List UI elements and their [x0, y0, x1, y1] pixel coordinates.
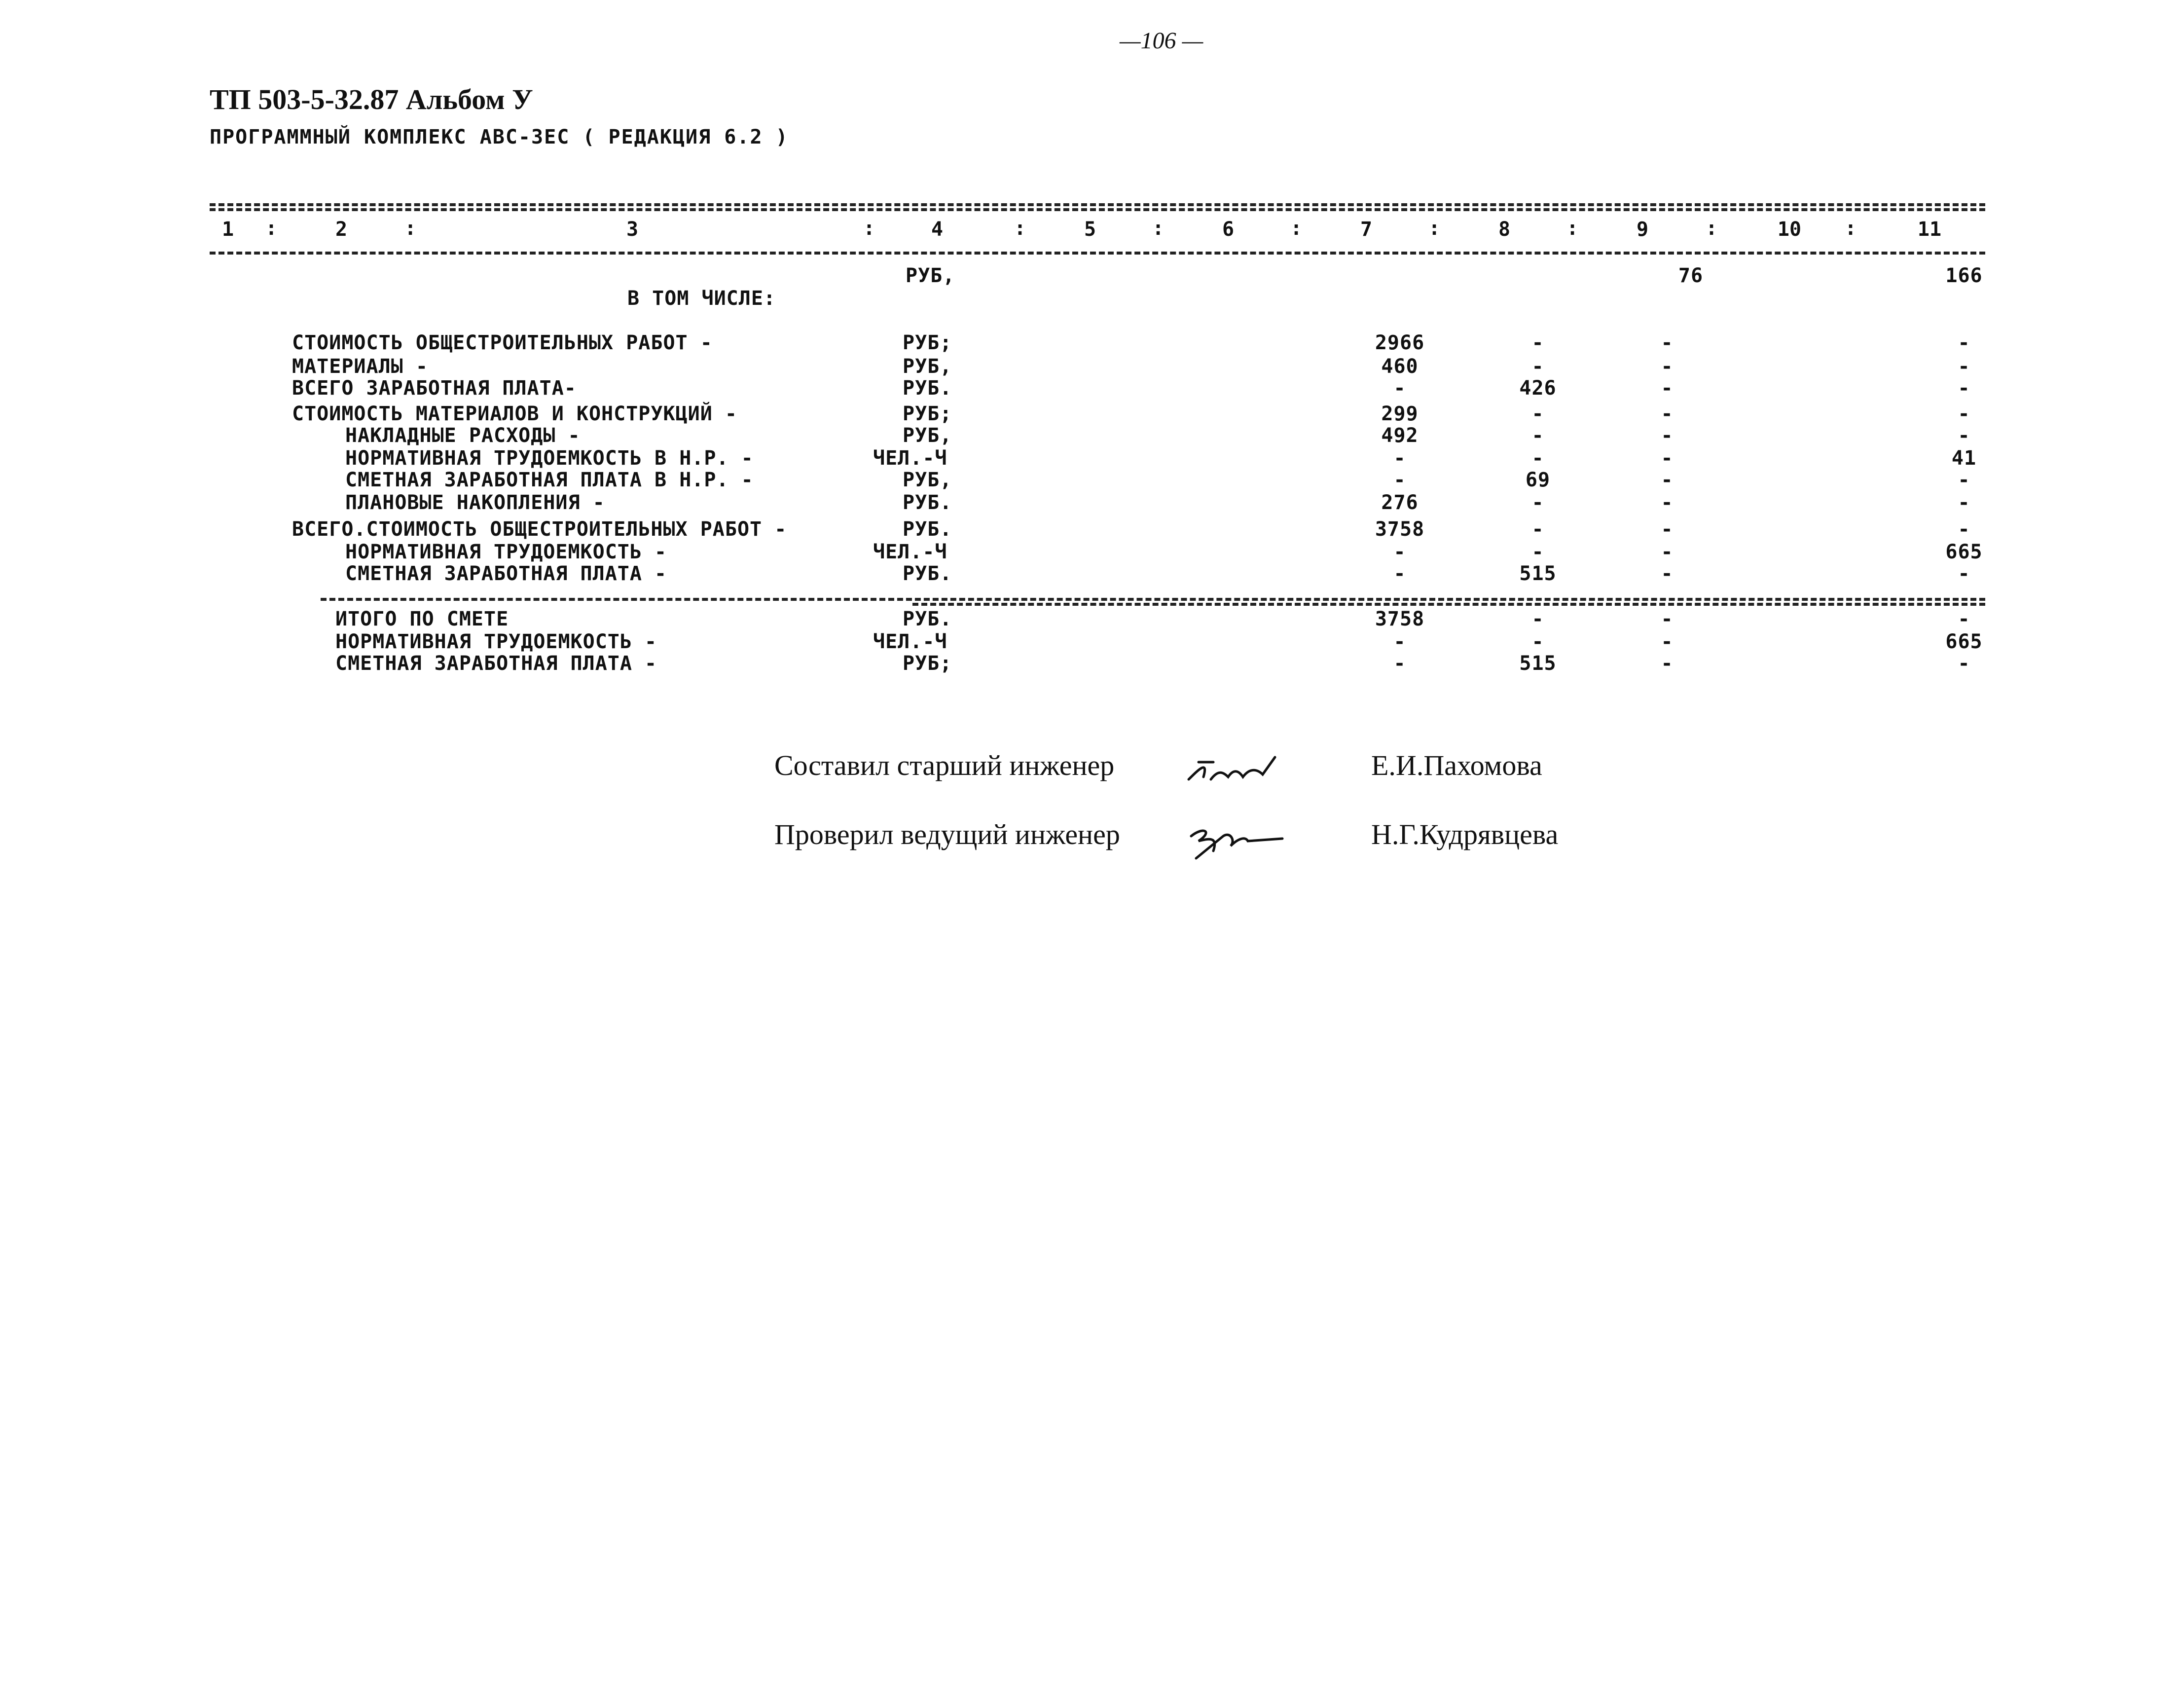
- cell-label: СМЕТНАЯ ЗАРАБОТНАЯ ПЛАТА -: [335, 652, 657, 675]
- cell-label: ПЛАНОВЫЕ НАКОПЛЕНИЯ -: [345, 491, 605, 514]
- cell-unit: ЧЕЛ.-Ч: [873, 630, 947, 653]
- table-top-rule: [210, 203, 1985, 206]
- column-separator: :: [1705, 217, 1718, 240]
- cell-unit: РУБ,: [903, 424, 952, 447]
- cell-col11: -: [1958, 562, 1970, 585]
- cell-col7: -: [1393, 652, 1406, 675]
- cell-col8: 515: [1519, 562, 1557, 585]
- column-header-7: 7: [1360, 218, 1373, 241]
- cell-col7: -: [1393, 541, 1406, 563]
- cell-col8: -: [1531, 424, 1544, 447]
- cell-col11: -: [1958, 518, 1970, 541]
- cell-col9: -: [1661, 447, 1674, 470]
- handwritten-signature-icon: [1184, 750, 1282, 794]
- cell-col7: -: [1393, 447, 1406, 470]
- column-separator: :: [1844, 217, 1857, 240]
- column-separator: :: [404, 217, 417, 240]
- cell-col9: -: [1661, 630, 1674, 653]
- signature-name: Н.Г.Кудрявцева: [1371, 818, 1559, 850]
- cell-label: ИТОГО ПО СМЕТЕ: [335, 608, 509, 630]
- cell-col9: -: [1661, 562, 1674, 585]
- cell-unit: РУБ.: [903, 518, 952, 541]
- cell-unit: РУБ.: [903, 562, 952, 585]
- cell-col7: 2966: [1375, 331, 1425, 354]
- cell-col11: -: [1958, 377, 1970, 400]
- signature-role: Составил старший инженер: [774, 749, 1115, 781]
- cell-unit: РУБ;: [903, 652, 952, 675]
- cell-col8: 515: [1519, 652, 1557, 675]
- signature-role: Проверил ведущий инженер: [774, 818, 1120, 850]
- cell-label: НОРМАТИВНАЯ ТРУДОЕМКОСТЬ В Н.Р. -: [345, 447, 754, 470]
- cell-col9: -: [1661, 518, 1674, 541]
- column-header-4: 4: [931, 218, 944, 241]
- cell-label: СТОИМОСТЬ МАТЕРИАЛОВ И КОНСТРУКЦИЙ -: [292, 403, 737, 425]
- cell-unit: РУБ;: [903, 331, 952, 354]
- cell-unit: РУБ.: [903, 491, 952, 514]
- cell-col9: -: [1661, 331, 1674, 354]
- cell-col11: -: [1958, 403, 1970, 425]
- cell-col9: -: [1661, 608, 1674, 630]
- cell-col11: 41: [1951, 447, 1977, 470]
- column-header-10: 10: [1777, 218, 1802, 241]
- cell-label: МАТЕРИАЛЫ -: [292, 355, 428, 378]
- cell-col9: -: [1661, 403, 1674, 425]
- cell-col9: -: [1661, 491, 1674, 514]
- cell-col7: 492: [1381, 424, 1419, 447]
- totals-rule: [321, 598, 1985, 601]
- handwritten-signature-icon: [1184, 816, 1292, 866]
- cell-col9: -: [1661, 541, 1674, 563]
- cell-col7: 3758: [1375, 608, 1425, 630]
- cell-col11: 166: [1945, 264, 1983, 287]
- cell-col11: -: [1958, 424, 1970, 447]
- column-separator: :: [265, 217, 278, 240]
- cell-col7: 299: [1381, 403, 1419, 425]
- cell-col8: -: [1531, 518, 1544, 541]
- cell-label: СМЕТНАЯ ЗАРАБОТНАЯ ПЛАТА В Н.Р. -: [345, 469, 754, 491]
- cell-col7: 460: [1381, 355, 1419, 378]
- cell-col7: 276: [1381, 491, 1419, 514]
- cell-col9: -: [1661, 652, 1674, 675]
- in-total-label: В ТОМ ЧИСЛЕ:: [627, 287, 776, 310]
- cell-col11: -: [1958, 469, 1970, 491]
- cell-col11: -: [1958, 608, 1970, 630]
- table-top-rule-2: [210, 208, 1985, 211]
- cell-col8: -: [1531, 403, 1544, 425]
- cell-col8: -: [1531, 355, 1544, 378]
- document-subtitle: ПРОГРАММНЫЙ КОМПЛЕКС АВС-3ЕС ( РЕДАКЦИЯ 6.2 ): [210, 126, 789, 148]
- column-header-5: 5: [1084, 218, 1096, 241]
- cell-unit: РУБ.: [903, 377, 952, 400]
- cell-col8: 426: [1519, 377, 1557, 400]
- column-header-3: 3: [626, 218, 639, 241]
- cell-col8: -: [1531, 331, 1544, 354]
- cell-col8: -: [1531, 608, 1544, 630]
- cell-col9: -: [1661, 469, 1674, 491]
- cell-label: НОРМАТИВНАЯ ТРУДОЕМКОСТЬ -: [345, 541, 667, 563]
- column-header-6: 6: [1222, 218, 1235, 241]
- cell-col11: 665: [1945, 630, 1983, 653]
- cell-unit: РУБ,: [903, 355, 952, 378]
- cell-col7: -: [1393, 562, 1406, 585]
- cell-col11: 665: [1945, 541, 1983, 563]
- column-header-1: 1: [221, 218, 234, 241]
- totals-rule-2: [912, 603, 1985, 606]
- cell-unit: РУБ,: [906, 264, 955, 287]
- cell-col7: 3758: [1375, 518, 1425, 541]
- column-separator: :: [1152, 217, 1165, 240]
- cell-col9: 76: [1678, 264, 1704, 287]
- cell-col8: -: [1531, 630, 1544, 653]
- cell-col8: -: [1531, 491, 1544, 514]
- cell-label: ВСЕГО ЗАРАБОТНАЯ ПЛАТА-: [292, 377, 577, 400]
- signature-name: Е.И.Пахомова: [1371, 749, 1542, 781]
- cell-label: ВСЕГО.СТОИМОСТЬ ОБЩЕСТРОИТЕЛЬНЫХ РАБОТ -: [292, 518, 787, 541]
- column-header-8: 8: [1498, 218, 1511, 241]
- column-header-2: 2: [335, 218, 348, 241]
- cell-col11: -: [1958, 331, 1970, 354]
- column-separator: :: [1014, 217, 1026, 240]
- page-number: —106 —: [1120, 28, 1203, 54]
- cell-label: СТОИМОСТЬ ОБЩЕСТРОИТЕЛЬНЫХ РАБОТ -: [292, 331, 713, 354]
- document-title: ТП 503-5-32.87 Альбом У: [210, 83, 533, 115]
- cell-label: НАКЛАДНЫЕ РАСХОДЫ -: [345, 424, 581, 447]
- cell-col8: -: [1531, 447, 1544, 470]
- cell-label: СМЕТНАЯ ЗАРАБОТНАЯ ПЛАТА -: [345, 562, 667, 585]
- header-bottom-rule: [210, 252, 1985, 255]
- cell-col7: -: [1393, 630, 1406, 653]
- cell-col9: -: [1661, 377, 1674, 400]
- cell-col7: -: [1393, 469, 1406, 491]
- cell-unit: ЧЕЛ.-Ч: [873, 447, 947, 470]
- column-separator: :: [1290, 217, 1303, 240]
- cell-unit: ЧЕЛ.-Ч: [873, 541, 947, 563]
- cell-col11: -: [1958, 491, 1970, 514]
- cell-unit: РУБ;: [903, 403, 952, 425]
- cell-col7: -: [1393, 377, 1406, 400]
- cell-unit: РУБ,: [903, 469, 952, 491]
- cell-label: НОРМАТИВНАЯ ТРУДОЕМКОСТЬ -: [335, 630, 657, 653]
- column-separator: :: [1428, 217, 1441, 240]
- column-header-9: 9: [1636, 218, 1649, 241]
- cell-col8: 69: [1525, 469, 1551, 491]
- cell-unit: РУБ.: [903, 608, 952, 630]
- cell-col9: -: [1661, 424, 1674, 447]
- column-separator: :: [1566, 217, 1579, 240]
- cell-col11: -: [1958, 652, 1970, 675]
- cell-col11: -: [1958, 355, 1970, 378]
- column-separator: :: [863, 217, 875, 240]
- cell-col8: -: [1531, 541, 1544, 563]
- column-header-11: 11: [1917, 218, 1942, 241]
- cell-col9: -: [1661, 355, 1674, 378]
